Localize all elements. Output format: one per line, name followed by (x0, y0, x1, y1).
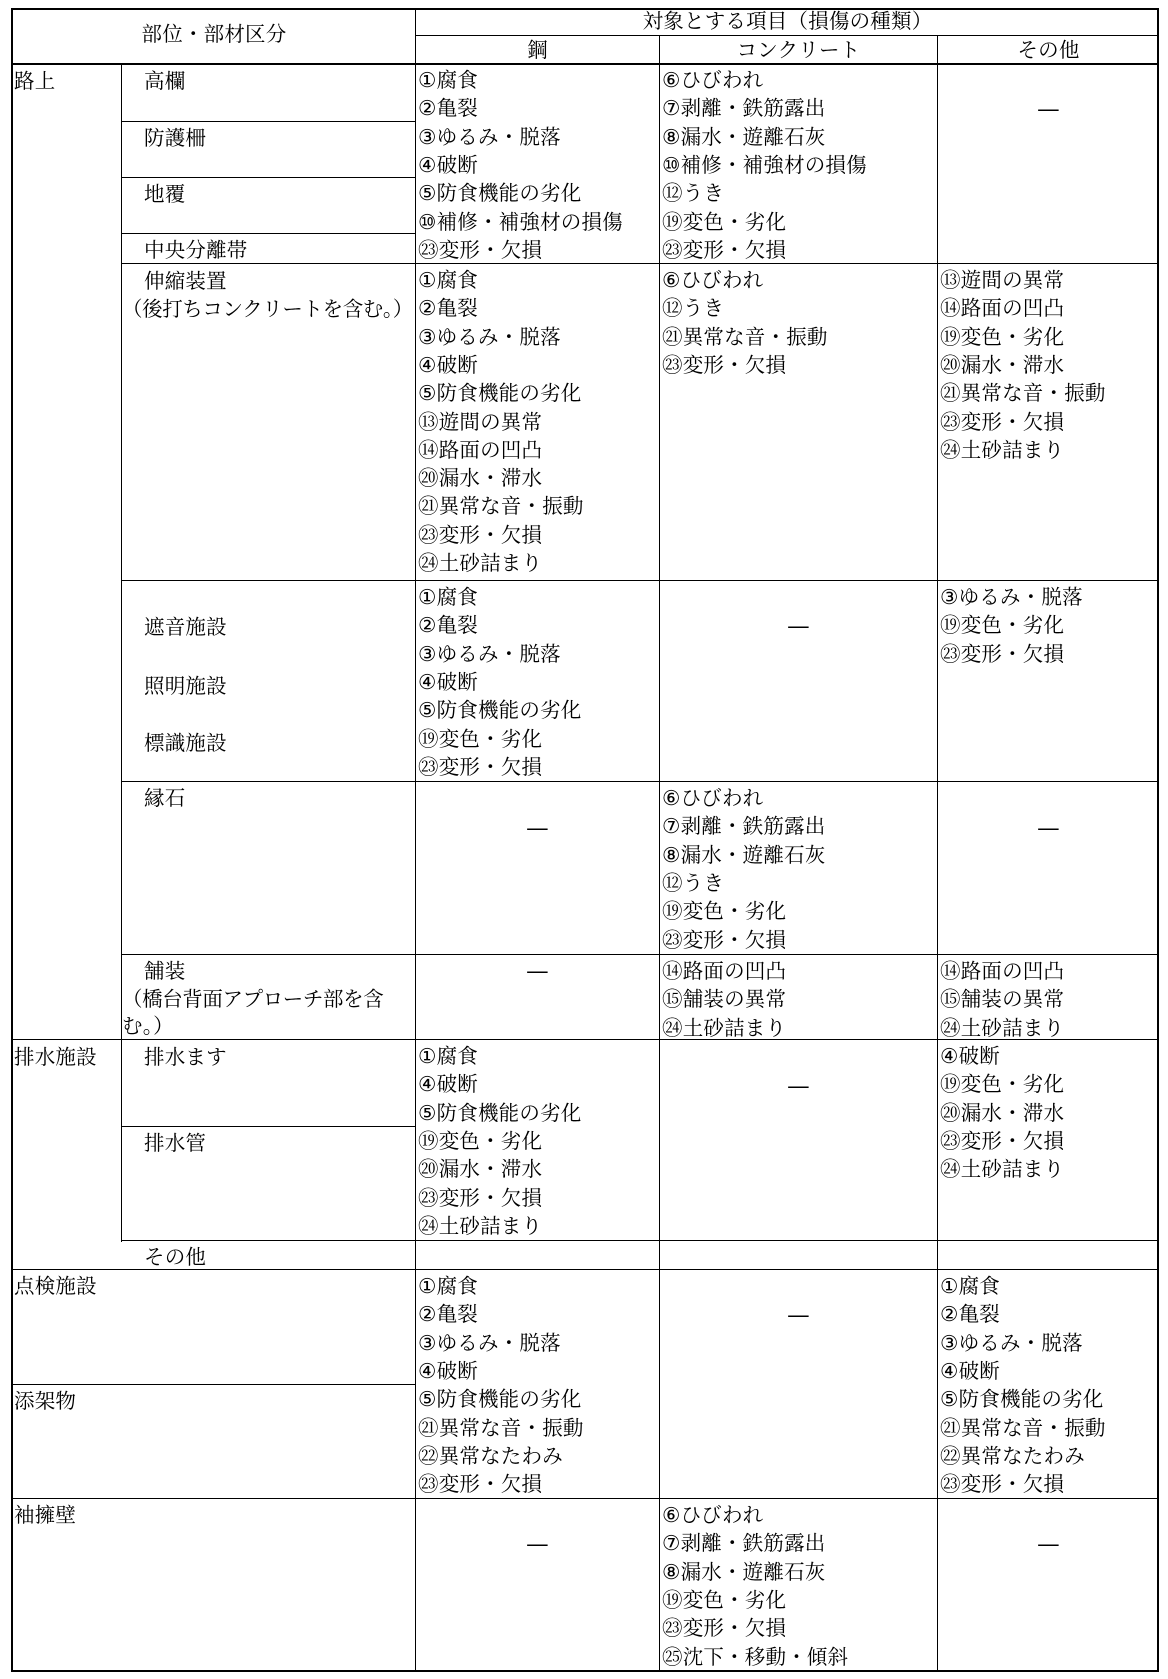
damage-item: ⑳漏水・滞水 (418, 1157, 543, 1182)
cell-hoso-steel-dash: ― (527, 959, 548, 983)
header-steel-label: 鋼 (527, 38, 548, 62)
damage-item: ㉓変形・欠損 (940, 1128, 1065, 1153)
damage-item: ㉓変形・欠損 (940, 641, 1065, 666)
damage-item: ㉑異常な音・振動 (940, 381, 1106, 406)
member-koran: 高欄 (144, 69, 186, 93)
row-line-haisuimasu (121, 1126, 415, 1127)
cell-sodeyo-other-dash: ― (1038, 1532, 1059, 1556)
member-hoso-note-cont: む。） (122, 1014, 174, 1038)
damage-item: ⑲変色・劣化 (662, 899, 787, 924)
category-tenka: 添架物 (14, 1389, 77, 1413)
damage-item: ⑭路面の凹凸 (940, 296, 1065, 321)
damage-item: ㉓変形・欠損 (662, 1616, 787, 1641)
damage-item: ⑤防食機能の劣化 (418, 381, 582, 406)
damage-item: ⑥ひびわれ (662, 68, 764, 92)
header-section-label: 部位・部材区分 (141, 22, 287, 46)
damage-item: ④破断 (418, 1072, 478, 1097)
damage-item: ①腐食 (418, 68, 478, 92)
row-line-shinshuku (121, 580, 1159, 581)
col-line-other (937, 36, 938, 1672)
damage-item: ㉓変形・欠損 (418, 237, 543, 262)
damage-item: ⑤防食機能の劣化 (418, 1100, 582, 1125)
damage-item: ㉓変形・欠損 (662, 352, 787, 377)
damage-item: ⑤防食機能の劣化 (418, 181, 582, 206)
damage-item: ⑲変色・劣化 (662, 209, 787, 234)
category-haisui: 排水施設 (14, 1045, 97, 1069)
damage-item: ㉓変形・欠損 (418, 754, 543, 779)
col-line-concrete (659, 36, 660, 1672)
member-hoso: 舗装 (144, 959, 186, 983)
damage-item: ③ゆるみ・脱落 (418, 1330, 561, 1355)
damage-item: ⑲変色・劣化 (662, 1587, 787, 1612)
damage-item: ⑤防食機能の劣化 (940, 1387, 1104, 1412)
cell-sodeyo-steel-dash: ― (527, 1532, 548, 1556)
table-border-left (11, 8, 13, 1672)
damage-item: ⑲変色・劣化 (940, 613, 1065, 638)
damage-item: ④破断 (418, 352, 478, 377)
damage-item: ⑥ひびわれ (662, 268, 764, 292)
member-haisuikan: 排水管 (144, 1131, 207, 1155)
damage-item: ⑲変色・劣化 (418, 1128, 543, 1153)
damage-item: ③ゆるみ・脱落 (940, 1330, 1083, 1355)
damage-item: ①腐食 (940, 1274, 1000, 1298)
damage-item: ㉒異常なたわみ (418, 1443, 563, 1468)
damage-item: ⑭路面の凹凸 (940, 959, 1065, 983)
damage-item: ⑧漏水・遊離石灰 (662, 1559, 826, 1584)
damage-item: ④破断 (940, 1044, 1000, 1068)
damage-item: ③ゆるみ・脱落 (418, 641, 561, 666)
damage-item: ⑳漏水・滞水 (940, 352, 1065, 377)
table-border-bottom (11, 1670, 1159, 1672)
member-hyoshiki: 標識施設 (144, 731, 227, 755)
damage-item: ⑥ひびわれ (662, 786, 764, 810)
damage-item: ⑩補修・補強材の損傷 (418, 209, 623, 234)
damage-item: ⑲変色・劣化 (940, 1072, 1065, 1097)
damage-item: ㉔土砂詰まり (940, 437, 1065, 462)
header-other-label: その他 (1017, 38, 1080, 62)
damage-item: ⑦剥離・鉄筋露出 (662, 814, 826, 839)
damage-item: ④破断 (418, 1358, 478, 1383)
damage-item: ⑭路面の凹凸 (662, 959, 787, 983)
member-hoso-note: （橋台背面アプローチ部を含 (122, 987, 384, 1011)
cell-tenken-concrete-dash: ― (788, 1303, 809, 1327)
damage-item: ㉓変形・欠損 (662, 927, 787, 952)
cell-enseki-other-dash: ― (1038, 816, 1059, 840)
damage-item: ㉑異常な音・振動 (418, 494, 584, 519)
damage-item: ②亀裂 (418, 613, 478, 638)
damage-item: ⑬遊間の異常 (940, 268, 1065, 292)
damage-item: ㉓変形・欠損 (418, 522, 543, 547)
damage-item: ⑦剥離・鉄筋露出 (662, 96, 826, 121)
damage-item: ⑫うき (662, 181, 725, 206)
damage-item: ⑩補修・補強材の損傷 (662, 152, 867, 177)
damage-item: ②亀裂 (418, 1302, 478, 1327)
member-sonota: その他 (144, 1245, 207, 1269)
damage-item: ⑥ひびわれ (662, 1503, 764, 1527)
member-jifuku: 地覆 (144, 182, 186, 206)
category-sodeyo: 袖擁壁 (14, 1503, 77, 1527)
damage-item: ②亀裂 (940, 1302, 1000, 1327)
row-line-haisui-main (121, 1240, 1159, 1241)
damage-item: ㉓変形・欠損 (940, 1472, 1065, 1497)
member-enseki: 縁石 (144, 786, 186, 810)
damage-item: ⑧漏水・遊離石灰 (662, 124, 826, 149)
damage-item: ①腐食 (418, 585, 478, 609)
damage-item: ⑮舗装の異常 (662, 987, 787, 1012)
damage-item: ㉓変形・欠損 (418, 1185, 543, 1210)
row-line-rojo-a (121, 263, 1159, 264)
damage-item: ㉓変形・欠損 (662, 237, 787, 262)
damage-item: ④破断 (940, 1358, 1000, 1383)
damage-item: ④破断 (418, 152, 478, 177)
cell-enseki-steel-dash: ― (527, 816, 548, 840)
damage-item: ㉔土砂詰まり (662, 1015, 787, 1040)
member-shomei: 照明施設 (144, 674, 227, 698)
damage-item: ㉓変形・欠損 (940, 409, 1065, 434)
damage-item: ⑳漏水・滞水 (418, 466, 543, 491)
damage-item: ⑦剥離・鉄筋露出 (662, 1531, 826, 1556)
member-shaon: 遮音施設 (144, 615, 227, 639)
damage-item: ㉓変形・欠損 (418, 1472, 543, 1497)
damage-item: ⑬遊間の異常 (418, 409, 543, 434)
damage-item: ⑳漏水・滞水 (940, 1100, 1065, 1125)
row-line-jifuku (121, 233, 415, 234)
damage-item: ③ゆるみ・脱落 (418, 324, 561, 349)
damage-item: ③ゆるみ・脱落 (418, 124, 561, 149)
damage-item: ㉔土砂詰まり (940, 1015, 1065, 1040)
damage-item: ㉑異常な音・振動 (940, 1415, 1106, 1440)
damage-item: ㉒異常なたわみ (940, 1443, 1085, 1468)
member-haisuimasu: 排水ます (144, 1045, 227, 1069)
row-line-enseki (121, 954, 1159, 955)
damage-item: ⑤防食機能の劣化 (418, 1387, 582, 1412)
damage-item: ⑧漏水・遊離石灰 (662, 842, 826, 867)
category-tenken: 点検施設 (14, 1274, 97, 1298)
damage-item: ㉑異常な音・振動 (418, 1415, 584, 1440)
row-line-bogosaku (121, 177, 415, 178)
damage-item: ⑲変色・劣化 (940, 324, 1065, 349)
damage-item: ㉑異常な音・振動 (662, 324, 828, 349)
category-rojo: 路上 (14, 69, 56, 93)
col-line-section (121, 64, 122, 1242)
cell-facilities-concrete-dash: ― (788, 614, 809, 638)
row-line-tenken (11, 1384, 415, 1385)
damage-item: ①腐食 (418, 268, 478, 292)
header-concrete-label: コンクリート (736, 38, 861, 62)
damage-item: ㉔土砂詰まり (940, 1157, 1065, 1182)
damage-item: ㉔土砂詰まり (418, 1213, 543, 1238)
damage-item: ④破断 (418, 669, 478, 694)
damage-item: ㉔土砂詰まり (418, 551, 543, 575)
member-shinshuku: 伸縮装置 (144, 269, 227, 293)
damage-item: ①腐食 (418, 1274, 478, 1298)
row-line-facilities (121, 781, 1159, 782)
damage-item: ②亀裂 (418, 296, 478, 321)
damage-item: ③ゆるみ・脱落 (940, 585, 1083, 609)
damage-item: ⑭路面の凹凸 (418, 437, 543, 462)
damage-item: ㉕沈下・移動・傾斜 (662, 1644, 849, 1669)
damage-item: ②亀裂 (418, 96, 478, 121)
header-target-label: 対象とする項目（損傷の種類） (642, 9, 933, 33)
damage-item: ⑲変色・劣化 (418, 726, 543, 751)
damage-item: ①腐食 (418, 1044, 478, 1068)
damage-item: ⑫うき (662, 870, 725, 895)
damage-item: ⑫うき (662, 296, 725, 321)
row-line-koran (121, 121, 415, 122)
damage-item: ⑮舗装の異常 (940, 987, 1065, 1012)
cell-haisui-concrete-dash: ― (788, 1074, 809, 1098)
member-chuo: 中央分離帯 (144, 238, 248, 262)
cell-rojo-other-dash: ― (1038, 97, 1059, 121)
member-shinshuku-note: （後打ちコンクリートを含む。） (122, 297, 413, 321)
member-bogosaku: 防護柵 (144, 126, 207, 150)
damage-item: ⑤防食機能の劣化 (418, 698, 582, 723)
